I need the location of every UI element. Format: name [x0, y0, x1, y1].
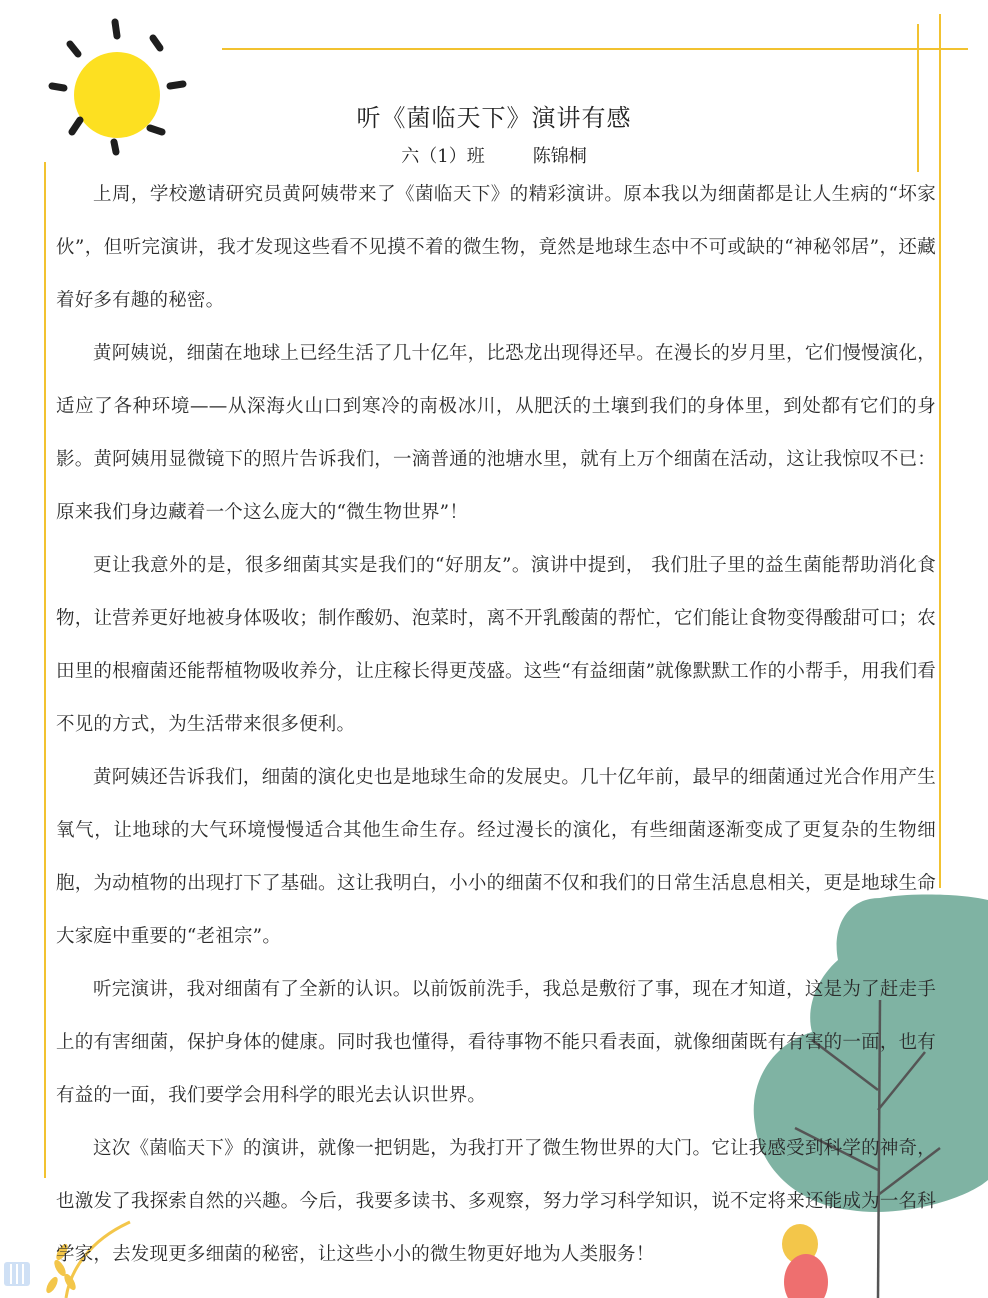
bush-icon: [4, 1262, 30, 1286]
paragraph-2: 黄阿姨说，细菌在地球上已经生活了几十亿年，比恐龙出现得还早。在漫长的岁月里，它们慢慢演化，适应了各种环境——从深海火山口到寒冷的南极冰川，从肥沃的土壤到我们的身体里，到处都有它们的身影。黄阿姨用显微镜下的照片告诉我们，一滴普通的池塘水里，就有上万个细菌在活动，这让我惊叹不已：原来我们身边藏着一个这么庞大的“微生物世界”！: [56, 343, 936, 523]
author-name: 陈锦桐: [532, 146, 587, 167]
paragraph-6: 这次《菌临天下》的演讲，就像一把钥匙，为我打开了微生物世界的大门。它让我感受到科学的神奇，也激发了我探索自然的兴趣。今后，我要多读书、多观察，努力学习科学知识，说不定将来还能成为一名科学家，去发现更多细菌的秘密，让这些小小的微生物更好地为人类服务！: [56, 1138, 936, 1265]
paragraph-5: 听完演讲，我对细菌有了全新的认识。以前饭前洗手，我总是敷衍了事，现在才知道，这是为了赶走手上的有害细菌，保护身体的健康。同时我也懂得，看待事物不能只看表面，就像细菌既有有害的一面，也有有益的一面，我们要学会用科学的眼光去认识世界。: [56, 979, 936, 1106]
paragraph-1: 上周，学校邀请研究员黄阿姨带来了《菌临天下》的精彩演讲。原本我以为细菌都是让人生病的“坏家伙”，但听完演讲，我才发现这些看不见摸不着的微生物，竟然是地球生态中不可或缺的“神秘邻居”，还藏着好多有趣的秘密。: [56, 184, 936, 311]
class-name: 六（1）班: [401, 146, 485, 167]
page-title: 听《菌临天下》演讲有感: [356, 104, 632, 132]
paragraph-3: 更让我意外的是，很多细菌其实是我们的“好朋友”。演讲中提到， 我们肚子里的益生菌能帮助消化食物，让营养更好地被身体吸收；制作酸奶、泡菜时，离不开乳酸菌的帮忙，它们能让食物变得酸甜可口；农田里的根瘤菌还能帮植物吸收养分，让庄稼长得更茂盛。这些“有益细菌”就像默默工作的小帮手，用我们看不见的方式，为生活带来很多便利。: [56, 555, 936, 735]
paragraph-4: 黄阿姨还告诉我们，细菌的演化史也是地球生命的发展史。几十亿年前，最早的细菌通过光合作用产生氧气，让地球的大气环境慢慢适合其他生命生存。经过漫长的演化，有些细菌逐渐变成了更复杂的生物细胞，为动植物的出现打下了基础。这让我明白，小小的细菌不仅和我们的日常生活息息相关，更是地球生命大家庭中重要的“老祖宗”。: [56, 767, 936, 947]
essay-body: [56, 168, 936, 1281]
byline: [0, 142, 988, 168]
